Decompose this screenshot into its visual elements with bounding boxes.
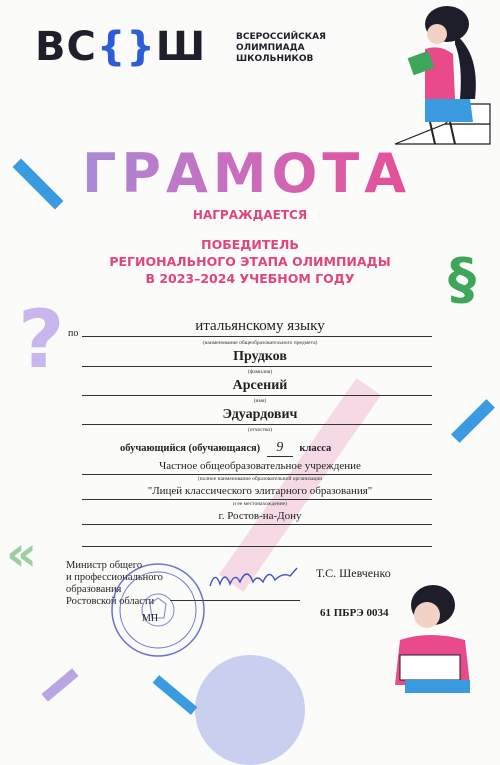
patronymic-caption: (отчество) (247, 427, 273, 433)
surname-caption: (фамилия) (247, 369, 273, 375)
mp-label: МП (142, 613, 159, 624)
minister-line: Ростовской области (66, 596, 155, 607)
name-value: Арсений (232, 378, 288, 393)
logo-brace-icon: {} (96, 24, 156, 70)
winner-line: РЕГИОНАЛЬНОГО ЭТАПА ОЛИМПИАДЫ (109, 254, 391, 269)
school-line1: Частное общеобразовательное учреждение (159, 460, 361, 472)
school-line1-rule (82, 474, 432, 475)
minister-line: и профессионального (66, 572, 163, 583)
subject-caption: (наименование общеобразовательного предмета) (202, 340, 318, 346)
winner-line: ПОБЕДИТЕЛЬ (201, 237, 299, 252)
official-seal (108, 560, 208, 660)
certificate-title: ГРАМОТА (82, 142, 412, 205)
blue-semicircle-shape (195, 655, 305, 765)
school-line2-rule (82, 499, 432, 500)
po-label: по (68, 328, 79, 339)
signer-name: Т.С. Шевченко (316, 566, 391, 580)
blue-slash-bottom-shape (153, 675, 198, 715)
surname-line (82, 366, 432, 367)
logo-subtitle (236, 32, 326, 65)
logo-sub-line: ШКОЛЬНИКОВ (236, 54, 314, 64)
awarded-label: НАГРАЖДАЕТСЯ (192, 208, 308, 222)
chevrons-shape: « (6, 526, 38, 582)
school-line2: "Лицей классического элитарного образования" (147, 485, 373, 497)
logo-letters-left: ВС (35, 24, 97, 70)
blank-line (82, 546, 432, 547)
subject-value: итальянскому языку (195, 318, 325, 334)
student-row (120, 440, 331, 457)
logo-sub-line: ОЛИМПИАДА (236, 43, 305, 53)
logo-sub-line: ВСЕРОССИЙСКАЯ (236, 32, 326, 42)
blue-slash-right-shape (451, 399, 495, 443)
logo-letter-right: Ш (155, 24, 207, 70)
place-caption: и ее местонахождение) (233, 501, 287, 507)
reading-girl-illustration (385, 4, 500, 154)
lavender-slash-shape (41, 668, 78, 701)
logo-mark (35, 24, 206, 70)
blue-slash-left-shape (13, 159, 64, 210)
patronymic-value: Эдуардович (222, 407, 298, 422)
school-caption: (полное наименование образовательной организации (197, 476, 323, 482)
city-value: г. Ростов-на-Дону (218, 510, 302, 522)
serial-number: 61 ПБРЭ 0034 (320, 607, 389, 619)
grade-value: 9 (267, 440, 293, 457)
section-sign-shape: § (448, 247, 476, 312)
city-line (82, 524, 432, 525)
minister-line: образования (66, 584, 122, 595)
name-caption: (имя) (253, 398, 267, 404)
student-label: обучающийся (обучающаяся) (120, 443, 261, 454)
patronymic-line (82, 424, 432, 425)
writing-girl-illustration (375, 575, 495, 700)
subject-line (82, 336, 432, 337)
name-line (82, 395, 432, 396)
winner-block (0, 236, 500, 287)
grade-label: класса (299, 443, 332, 454)
winner-line: В 2023–2024 УЧЕБНОМ ГОДУ (145, 271, 355, 286)
handwritten-signature (205, 562, 300, 594)
minister-line: Министр общего (66, 560, 143, 571)
surname-value: Прудков (233, 349, 287, 364)
question-mark-shape: ? (18, 293, 65, 386)
